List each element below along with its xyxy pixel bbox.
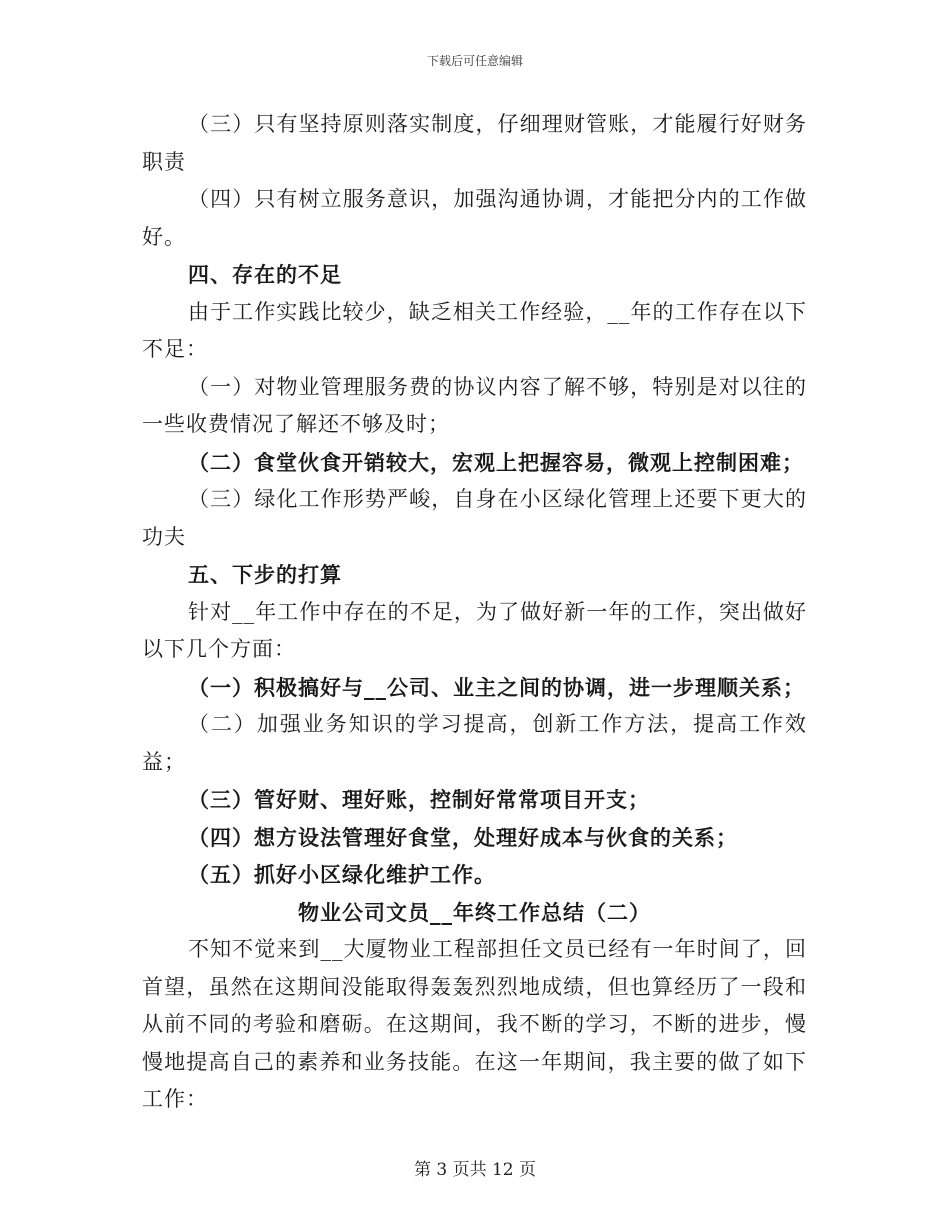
paragraph: （三）只有坚持原则落实制度，仔细理财管账，才能履行好财务职责: [142, 112, 807, 174]
section-heading: 五、下步的打算: [188, 562, 342, 587]
document-body: [142, 106, 807, 1119]
paragraph: 针对__年工作中存在的不足，为了做好新一年的工作，突出做好以下几个方面：: [142, 599, 807, 661]
section-heading: 四、存在的不足: [188, 262, 342, 287]
paragraph: （二）食堂伙食开销较大，宏观上把握容易，微观上控制困难；: [188, 449, 804, 475]
page-number: 第 3 页共 12 页: [413, 1160, 537, 1180]
paragraph: 不知不觉来到__大厦物业工程部担任文员已经有一年时间了，回首望，虽然在这期间没能取得轰轰烈烈地成绩，但也算经历了一段和从前不同的考验和磨砺。在这期间，我不断的学习，不断的进步，慢慢地提高自己的素养和业务技能。在这一年期间，我主要的做了如下工作：: [142, 937, 807, 1111]
page-header: 下载后可任意编辑: [426, 54, 523, 68]
paragraph: （一）对物业管理服务费的协议内容了解不够，特别是对以往的一些收费情况了解还不够及时；: [142, 374, 807, 436]
paragraph: （二）加强业务知识的学习提高，创新工作方法，提高工作效益；: [142, 712, 807, 774]
paragraph: 由于工作实践比较少，缺乏相关工作经验，__年的工作存在以下不足：: [142, 299, 807, 361]
paragraph: （三）管好财、理好账，控制好常常项目开支；: [188, 787, 650, 812]
paragraph: （四）想方设法管理好食堂，处理好成本与伙食的关系；: [188, 824, 738, 850]
paragraph: （三）绿化工作形势严峻，自身在小区绿化管理上还要下更大的功夫: [142, 487, 807, 549]
paragraph: （一）积极搞好与__公司、业主之间的协调，进一步理顺关系；: [188, 674, 805, 700]
document-subtitle: 物业公司文员__年终工作总结（二）: [298, 899, 651, 925]
paragraph: （五）抓好小区绿化维护工作。: [188, 862, 496, 887]
paragraph: （四）只有树立服务意识，加强沟通协调，才能把分内的工作做好。: [142, 187, 807, 249]
